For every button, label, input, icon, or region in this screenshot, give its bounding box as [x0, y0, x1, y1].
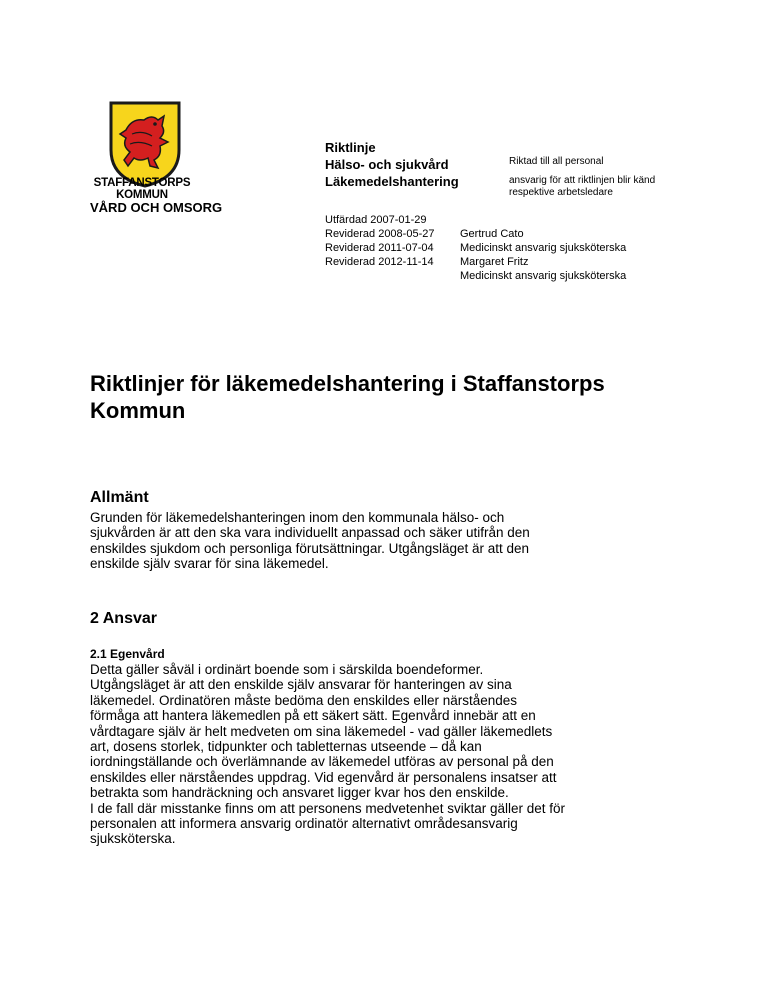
revision-history — [325, 213, 626, 283]
revision-row: Reviderad 2012-11-14 Margaret Fritz — [325, 256, 529, 268]
doc-type: Riktlinje — [325, 140, 376, 155]
subsection-heading-egenvard: 2.1 Egenvård — [90, 647, 165, 661]
coat-of-arms-logo — [108, 100, 182, 188]
egenvard-paragraph: Detta gäller såväl i ordinärt boende som i särskilda boendeformer. Utgångsläget är att den enskilde själv ansvarar för hanteringen av sina läkemedel. Ordinatören måste bedöma den enskildes eller närståendes förmåga att hantera läkemedlen på ett säkert sätt. Egenvård innebär att en vårdtagare själv är helt medveten om sina läkemedel - vad gäller läkemedlets art, dosens storlek, tidpunkter och tabletternas utseende – då kan iordningställande och överlämnande av läkemedel utföras av personal på den enskildes eller närståendes uppdrag. Vid egenvård är personalens insatser att betrakta som handräckning och ansvaret ligger kvar hos den enskilde. I de fall där misstanke finns om att personens medvetenhet sviktar gäller det för personalen att informera ansvarig ordinatör alternativt områdesansvarig sjuksköterska. — [90, 662, 565, 847]
revision-row: Reviderad 2008-05-27 Gertrud Cato — [325, 228, 524, 240]
revision-row: Utfärdad 2007-01-29 — [325, 214, 427, 226]
responsibility-note: ansvarig för att riktlinjen blir känd respektive arbetsledare — [509, 175, 656, 198]
section-heading-ansvar: 2 Ansvar — [90, 610, 157, 627]
document-header — [325, 139, 459, 190]
allmant-paragraph: Grunden för läkemedelshanteringen inom den kommunala hälso- och sjukvården är att den ska vara individuellt anpassad och säker utifrån den enskildes sjukdom och personliga förutsättningar. Utgångsläget är att den enskilde själv svarar för sina läkemedel. — [90, 510, 530, 572]
audience-note: Riktad till all personal — [509, 156, 604, 167]
department-name: VÅRD OCH OMSORG — [90, 200, 223, 215]
document-title: Riktlinjer för läkemedelshantering i Staffanstorps Kommun — [90, 371, 605, 423]
revision-row: Medicinskt ansvarig sjuksköterska — [460, 270, 627, 282]
revision-row: Reviderad 2011-07-04 Medicinskt ansvarig sjuksköterska — [325, 242, 627, 254]
doc-area: Hälso- och sjukvård — [325, 157, 449, 172]
org-logo-name: STAFFANSTORPS KOMMUN — [93, 177, 191, 201]
section-heading-allmant: Allmänt — [90, 489, 149, 506]
doc-subject: Läkemedelshantering — [325, 174, 459, 189]
